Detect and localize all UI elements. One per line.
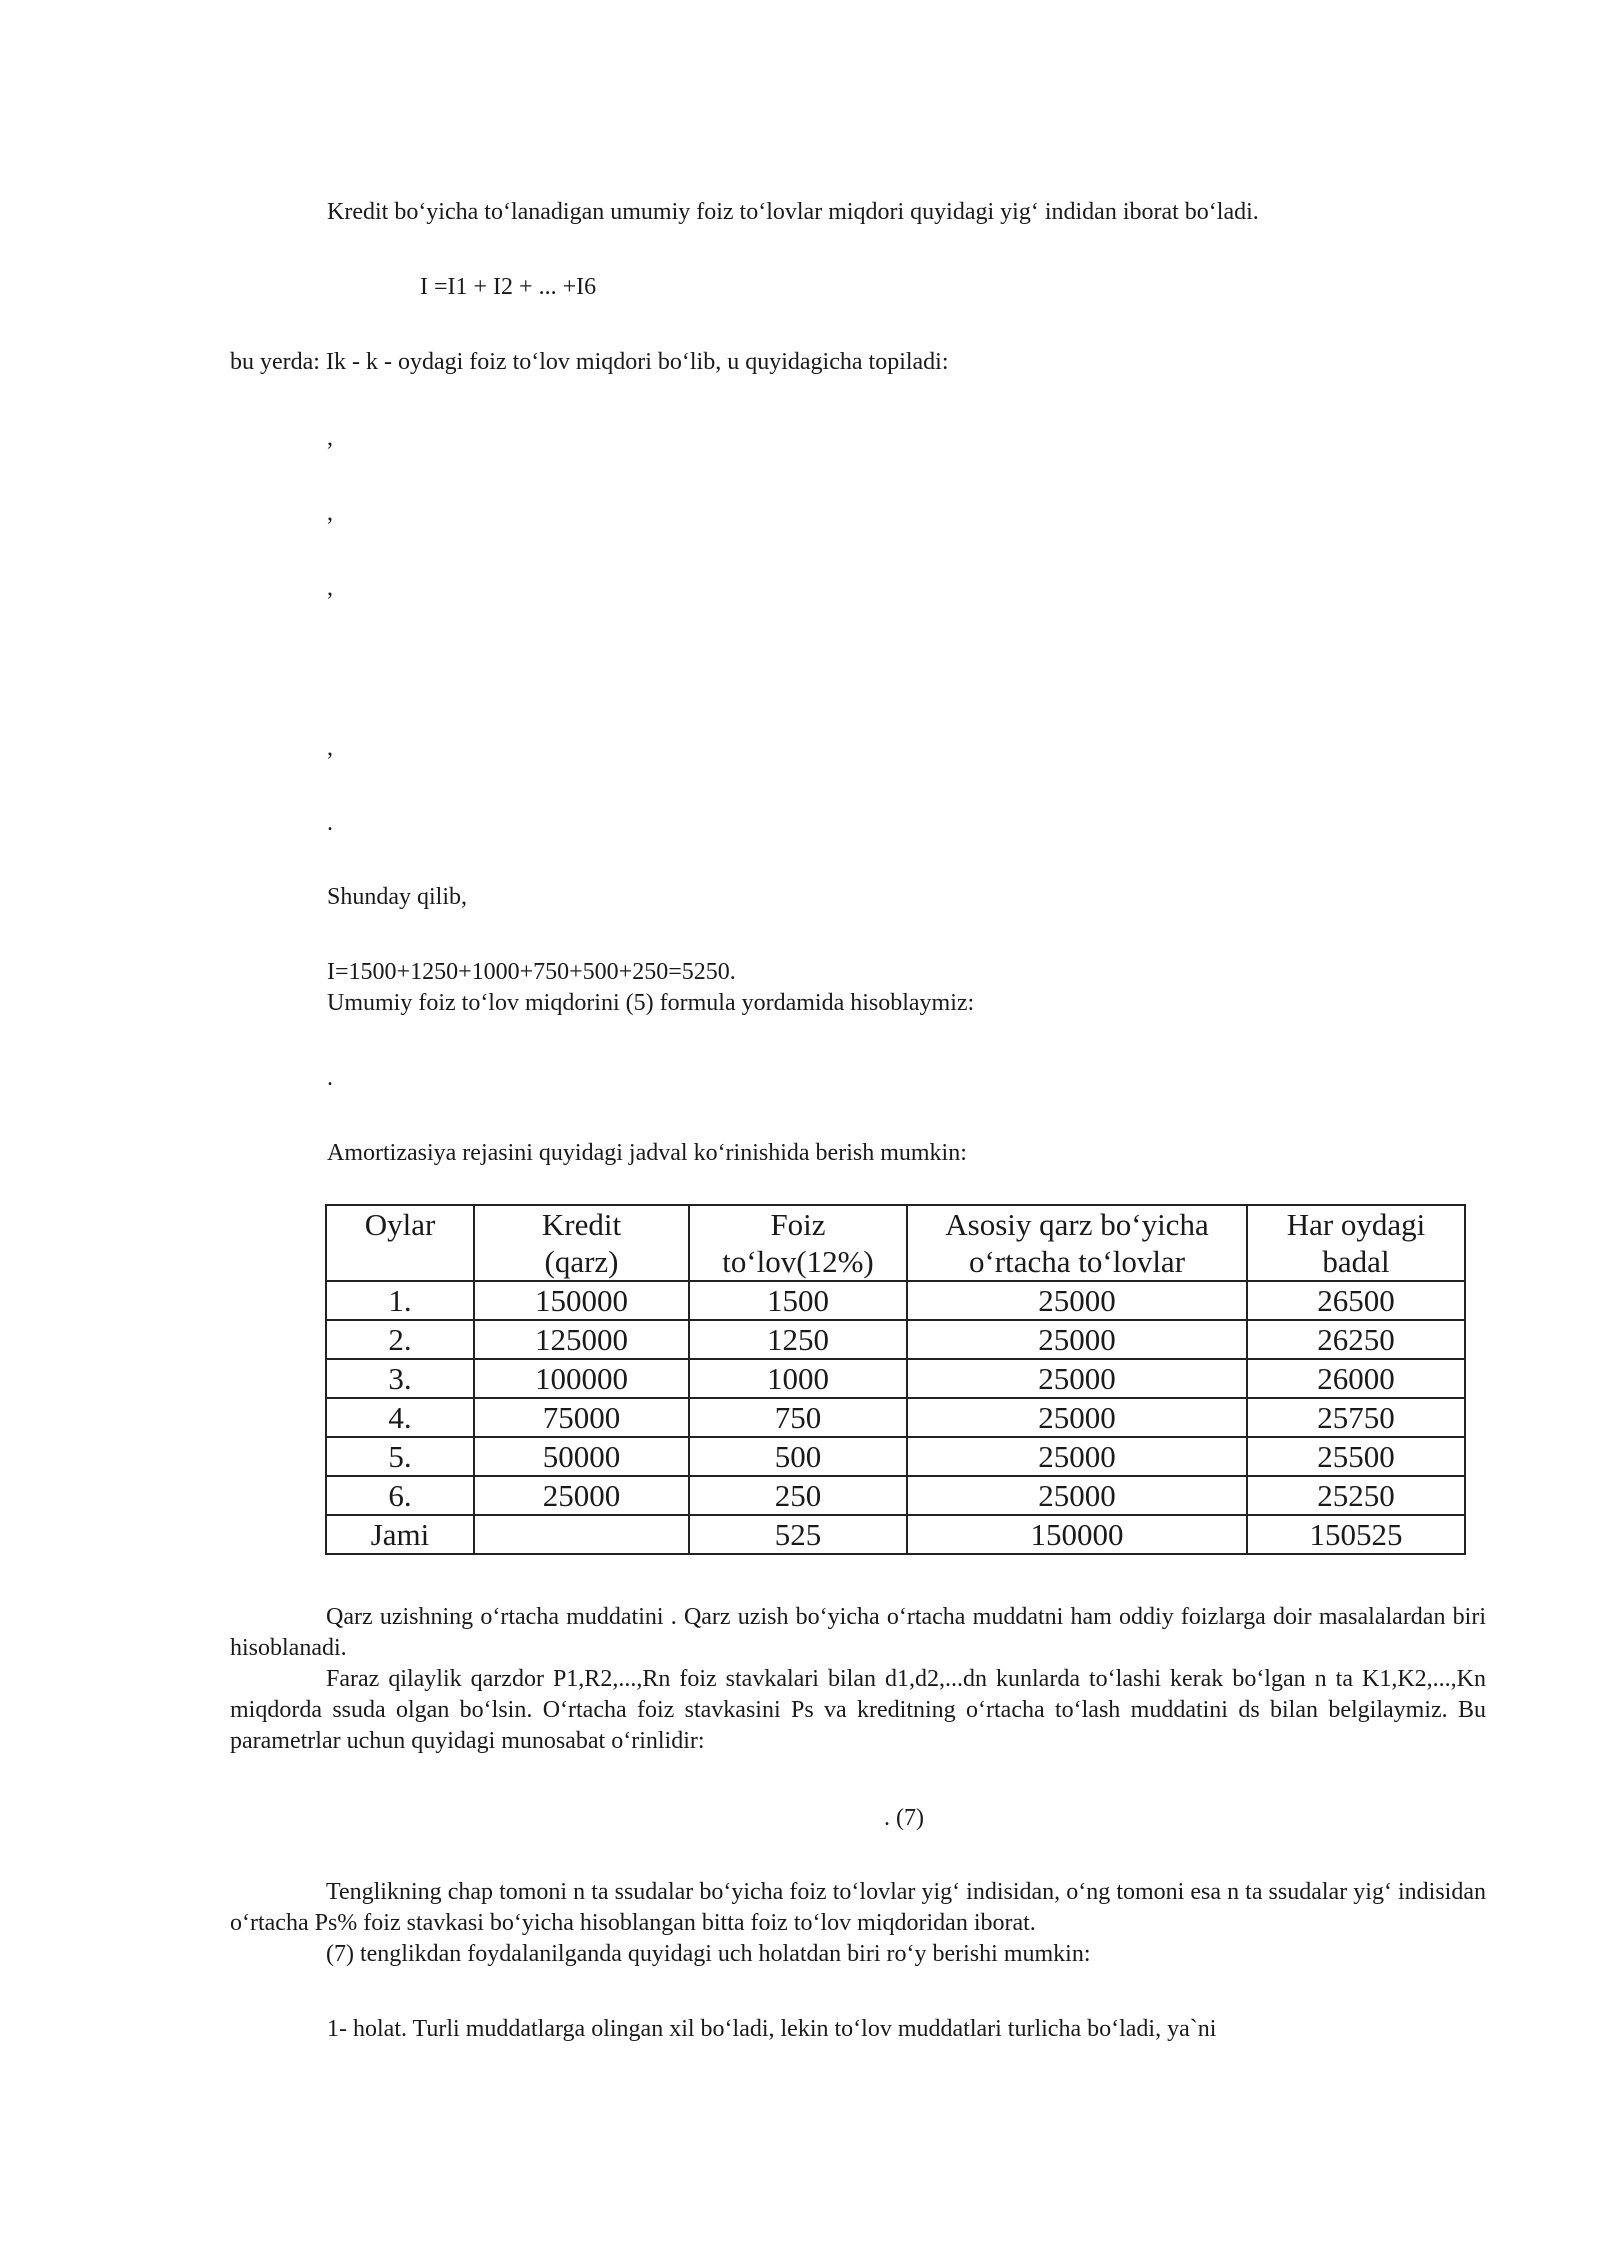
cell-principal: 25000: [907, 1320, 1247, 1359]
header-har-oydagi: [1247, 1205, 1465, 1281]
header-asosiy-qarz: [907, 1205, 1247, 1281]
table-row: [326, 1437, 1465, 1476]
formula-mark-4: ,: [327, 735, 333, 761]
cell-credit: 150000: [474, 1281, 689, 1320]
intro-text: Kredit bo‘yicha to‘lanadigan umumiy foiz to‘lovlar miqdori quyidagi yig‘ indidan iborat bo‘ladi.: [327, 199, 1259, 225]
cell-month: 6.: [326, 1476, 474, 1515]
header-oylar: Oylar: [326, 1205, 474, 1281]
cell-credit: 50000: [474, 1437, 689, 1476]
cell-month: 5.: [326, 1437, 474, 1476]
header-har-oydagi-text: Har oydagi badal: [1286, 1207, 1426, 1279]
formula-mark-2: ,: [327, 500, 333, 526]
cell-principal: 25000: [907, 1398, 1247, 1437]
cell-interest: 1000: [689, 1359, 907, 1398]
cell-payment: 26250: [1247, 1320, 1465, 1359]
cell-interest: 750: [689, 1398, 907, 1437]
cell-month: 3.: [326, 1359, 474, 1398]
amortization-table: [325, 1204, 1466, 1555]
table-row: [326, 1476, 1465, 1515]
cell-credit: 75000: [474, 1398, 689, 1437]
cell-interest: 500: [689, 1437, 907, 1476]
case-1-text: 1- holat. Turli muddatlarga olingan xil bo‘ladi, lekin to‘lov muddatlari turlicha bo‘ladi, ya`ni: [327, 2016, 1217, 2042]
paragraph-average-term: Qarz uzishning o‘rtacha muddatini . Qarz uzish bo‘yicha o‘rtacha muddatni ham oddiy foizlarga doir masalalardan biri hisoblanadi.: [230, 1604, 1486, 1661]
cell-payment: 26000: [1247, 1359, 1465, 1398]
cell-interest: 1250: [689, 1320, 907, 1359]
cell-credit: [474, 1515, 689, 1554]
formula-mark-3: ,: [327, 575, 333, 601]
header-asosiy-text: Asosiy qarz bo‘yicha o‘rtacha to‘lovlar: [945, 1207, 1209, 1279]
amortization-table-wrap: [325, 1204, 1466, 1555]
cell-interest: 250: [689, 1476, 907, 1515]
cell-principal: 25000: [907, 1437, 1247, 1476]
table-row: [326, 1320, 1465, 1359]
paragraph-suppose: Faraz qilaylik qarzdor P1,R2,...,Rn foiz stavkalari bilan d1,d2,...dn kunlarda to‘lashi kerak bo‘lgan n ta K1,K2,...,Kn miqdorda ssuda olgan bo‘lsin. O‘rtacha foiz stavkasini Ps va kreditning o‘rtacha to‘lash muddatini ds bilan belgilaymiz. Bu parametrlar uchun quyidagi munosabat o‘rinlidir:: [230, 1666, 1486, 1754]
paragraph-equality: Tenglikning chap tomoni n ta ssudalar bo‘yicha foiz to‘lovlar yig‘ indisidan, o‘ng tomoni esa n ta ssudalar yig‘ indisidan o‘rtacha Ps% foiz stavkasi bo‘yicha hisoblangan bitta foiz to‘lov miqdoridan iborat.: [230, 1879, 1486, 1936]
shunday-text: Shunday qilib,: [327, 884, 468, 910]
cell-payment: 25750: [1247, 1398, 1465, 1437]
cell-principal: 25000: [907, 1281, 1247, 1320]
total-calculation: I=1500+1250+1000+750+500+250=5250.: [327, 959, 736, 985]
header-kredit-text: Kredit (qarz): [541, 1207, 622, 1279]
cell-payment: 150525: [1247, 1515, 1465, 1554]
table-row: [326, 1281, 1465, 1320]
cell-credit: 125000: [474, 1320, 689, 1359]
formula-mark-5: .: [327, 810, 333, 836]
equation-7: . (7): [884, 1805, 924, 1831]
amortization-intro: Amortizasiya rejasini quyidagi jadval ko‘rinishida berish mumkin:: [327, 1140, 967, 1166]
sum-formula: I =I1 + I2 + ... +I6: [420, 274, 597, 300]
table-header-row: [326, 1205, 1465, 1281]
where-text: bu yerda: Ik - k - oydagi foiz to‘lov miqdori bo‘lib, u quyidagicha topiladi:: [230, 349, 949, 375]
cell-credit: 100000: [474, 1359, 689, 1398]
header-foiz: [689, 1205, 907, 1281]
table-total-row: [326, 1515, 1465, 1554]
cell-interest: 525: [689, 1515, 907, 1554]
header-kredit: [474, 1205, 689, 1281]
cell-month: 4.: [326, 1398, 474, 1437]
cell-credit: 25000: [474, 1476, 689, 1515]
formula-mark-1: ,: [327, 425, 333, 451]
table-row: [326, 1359, 1465, 1398]
paragraph-three-cases: (7) tenglikdan foydalanilganda quyidagi uch holatdan biri ro‘y berishi mumkin:: [326, 1941, 1091, 1967]
table-row: [326, 1398, 1465, 1437]
cell-principal: 150000: [907, 1515, 1247, 1554]
cell-total-label: Jami: [326, 1515, 474, 1554]
cell-month: 1.: [326, 1281, 474, 1320]
cell-payment: 25250: [1247, 1476, 1465, 1515]
period-mark: .: [327, 1065, 333, 1091]
cell-payment: 26500: [1247, 1281, 1465, 1320]
umumiy-text: Umumiy foiz to‘lov miqdorini (5) formula yordamida hisoblaymiz:: [327, 990, 975, 1016]
header-foiz-text: Foiz to‘lov(12%): [722, 1207, 874, 1279]
cell-principal: 25000: [907, 1359, 1247, 1398]
cell-interest: 1500: [689, 1281, 907, 1320]
cell-month: 2.: [326, 1320, 474, 1359]
cell-payment: 25500: [1247, 1437, 1465, 1476]
cell-principal: 25000: [907, 1476, 1247, 1515]
